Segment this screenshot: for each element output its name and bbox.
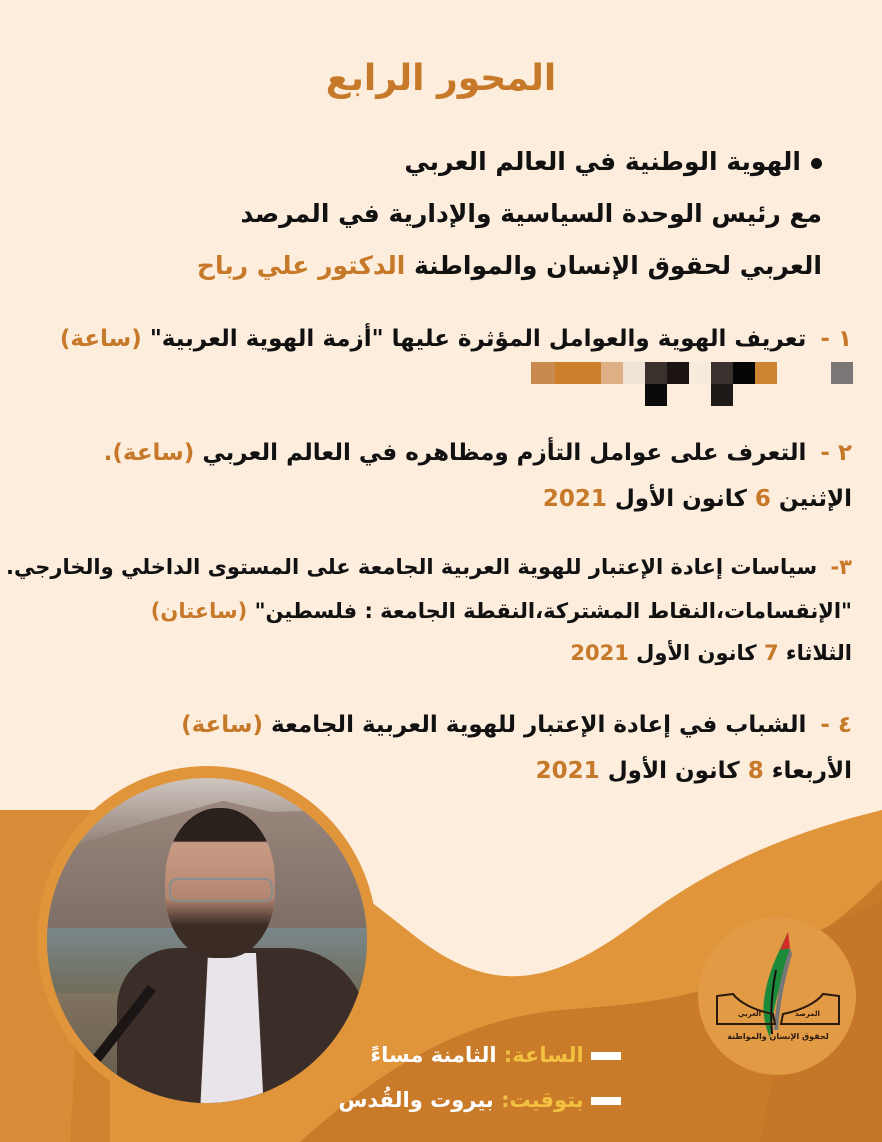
- intro-line-1: الهوية الوطنية في العالم العربي: [122, 136, 822, 188]
- item-duration: (ساعة).: [103, 440, 195, 466]
- speaker-photo: [47, 778, 367, 1103]
- item-title: التعرف على عوامل التأزم ومظاهره في العالم العربي: [202, 440, 807, 466]
- item-number: ٢ -: [820, 440, 852, 466]
- item-number: ١ -: [820, 326, 852, 352]
- item-number: ٣-: [830, 555, 852, 579]
- item-subtitle: "الإنقسامات،النقاط المشتركة،النقطة الجامعة : فلسطين" (ساعتان): [150, 599, 852, 623]
- time-info: [370, 1043, 629, 1067]
- item-date: الأربعاء 8 كانون الأول 2021: [535, 758, 852, 784]
- logo-label-right: المرصد: [795, 1010, 820, 1018]
- session-item-2: [104, 430, 852, 522]
- item-duration: (ساعتان): [150, 599, 248, 623]
- item-date: الإثنين 6 كانون الأول 2021: [542, 486, 852, 512]
- timezone-value: بيروت والقُدس: [338, 1088, 494, 1112]
- bullet-icon: [811, 158, 822, 169]
- item-date: الثلاثاء 7 كانون الأول 2021: [570, 641, 852, 665]
- dash-icon: [591, 1052, 621, 1060]
- time-label: الساعة:: [503, 1043, 584, 1067]
- dash-icon: [591, 1097, 621, 1105]
- session-item-1: [60, 316, 852, 362]
- redacted-date: [533, 362, 853, 412]
- time-value: الثامنة مساءً: [370, 1043, 497, 1067]
- intro-block: [122, 136, 822, 292]
- timezone-label: بتوقيت:: [501, 1088, 584, 1112]
- open-book-icon: [713, 990, 843, 1028]
- item-duration: (ساعة): [181, 712, 264, 738]
- item-duration: (ساعة): [59, 326, 142, 352]
- item-number: ٤ -: [820, 712, 852, 738]
- logo-caption: لحقوق الإنسان والمواطنة: [727, 1032, 829, 1041]
- item-title: تعريف الهوية والعوامل المؤثرة عليها "أزمة الهوية العربية": [149, 326, 807, 352]
- intro-line-2: مع رئيس الوحدة السياسية والإدارية في المرصد: [240, 199, 822, 228]
- logo-label-left: العربي: [738, 1010, 762, 1018]
- item-title: سياسات إعادة الإعتبار للهوية العربية الجامعة على المستوى الداخلي والخارجي.: [6, 555, 818, 579]
- intro-line-3: العربي لحقوق الإنسان والمواطنة الدكتور علي رباح: [196, 251, 822, 280]
- session-item-3: [6, 544, 852, 674]
- timezone-info: [338, 1088, 629, 1112]
- item-title: الشباب في إعادة الإعتبار للهوية العربية الجامعة: [271, 712, 807, 738]
- speaker-name: الدكتور علي رباح: [196, 251, 406, 280]
- poster-title: المحور الرابع: [325, 58, 557, 99]
